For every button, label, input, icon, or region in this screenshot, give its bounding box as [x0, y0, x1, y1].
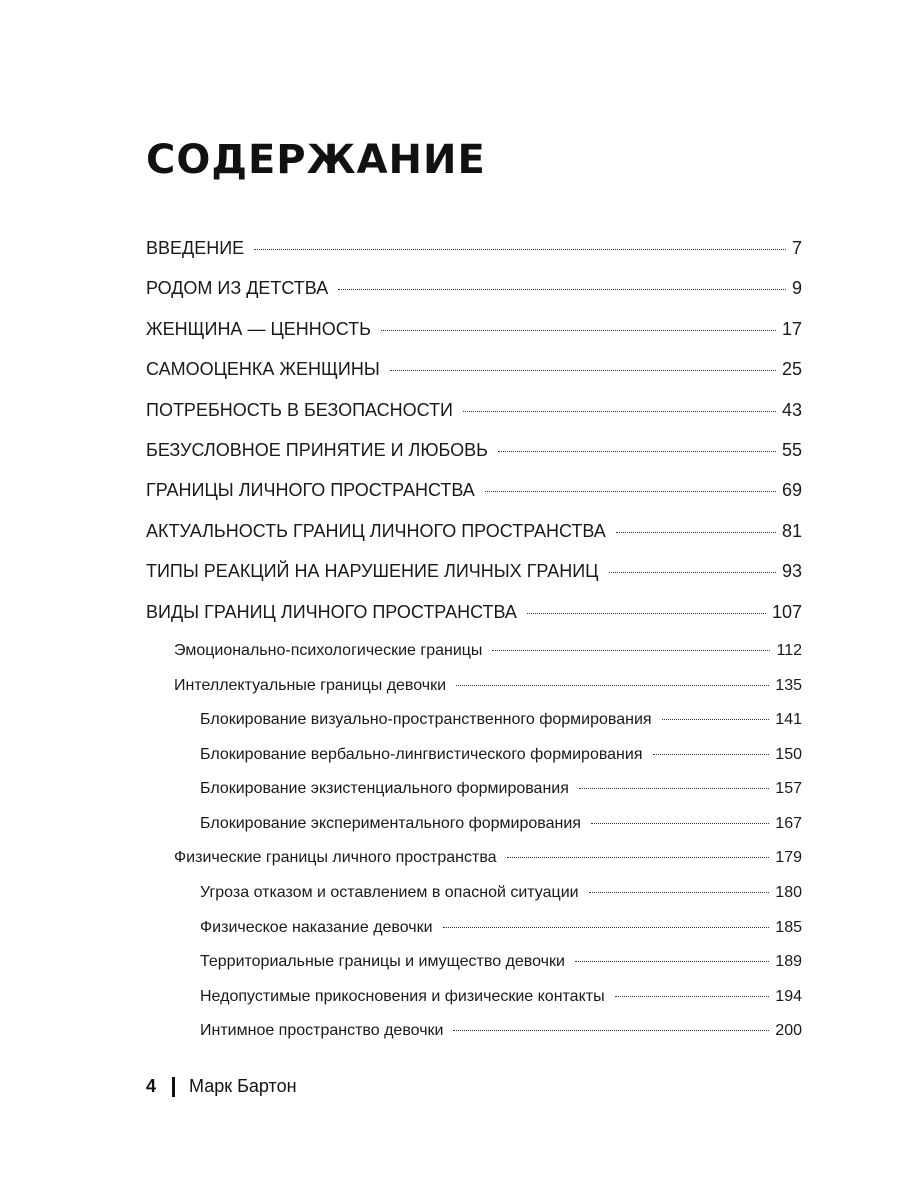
toc-dot-leader [575, 961, 769, 962]
toc-entry-title: Блокирование экспериментального формирования [200, 814, 581, 832]
toc-entry-title: Интимное пространство девочки [200, 1022, 444, 1040]
toc-entry [146, 919, 802, 954]
toc-dot-leader [609, 572, 776, 573]
toc-entry-page: 43 [781, 399, 802, 420]
toc-entry-title: Физическое наказание девочки [200, 918, 433, 936]
toc-dot-leader [616, 532, 776, 533]
toc-dot-leader [485, 491, 776, 492]
toc-entry-title: РОДОМ ИЗ ДЕТСТВА [146, 278, 329, 299]
toc-entry-title: ТИПЫ РЕАКЦИЙ НА НАРУШЕНИЕ ЛИЧНЫХ ГРАНИЦ [146, 561, 599, 582]
toc-entry-page: 180 [775, 884, 802, 902]
toc-entry-page: 25 [781, 359, 802, 380]
page-title: СОДЕРЖАНИЕ [146, 137, 486, 183]
toc-entry [146, 278, 802, 318]
toc-entry [146, 780, 802, 815]
toc-entry [146, 642, 802, 677]
toc-dot-leader [591, 823, 769, 824]
toc-entry-title: Эмоционально-психологические границы [174, 641, 483, 659]
toc-entry-page: 17 [781, 318, 802, 339]
toc-entry-page: 107 [771, 601, 802, 622]
toc-dot-leader [443, 927, 770, 928]
toc-entry-page: 69 [781, 480, 802, 501]
footer-separator [172, 1077, 175, 1097]
footer-page-number: 4 [146, 1076, 157, 1096]
toc-entry-title: Недопустимые прикосновения и физические контакты [200, 987, 605, 1005]
toc-dot-leader [492, 650, 770, 651]
toc-entry-page: 150 [775, 745, 802, 763]
toc-entry [146, 359, 802, 399]
toc-dot-leader [338, 289, 786, 290]
toc-dot-leader [381, 330, 776, 331]
toc-entry [146, 746, 802, 781]
toc-dot-leader [589, 892, 770, 893]
toc-entry [146, 440, 802, 480]
toc-entry-page: 81 [781, 520, 802, 541]
toc-entry-title: Блокирование экзистенциального формирования [200, 780, 569, 798]
toc-entry [146, 815, 802, 850]
toc-dot-leader [507, 857, 770, 858]
toc-entry [146, 561, 802, 601]
toc-entry-title: ГРАНИЦЫ ЛИЧНОГО ПРОСТРАНСТВА [146, 480, 475, 501]
toc-entry-page: 93 [781, 561, 802, 582]
toc-entry-title: Угроза отказом и оставлением в опасной ситуации [200, 884, 579, 902]
toc-entry [146, 602, 802, 642]
toc-entry [146, 400, 802, 440]
toc-dot-leader [254, 249, 786, 250]
toc-entry [146, 711, 802, 746]
footer-author: Марк Бартон [189, 1076, 297, 1096]
toc-entry [146, 884, 802, 919]
toc-entry-page: 141 [775, 711, 802, 729]
toc-entry [146, 238, 802, 278]
toc-dot-leader [390, 370, 776, 371]
toc-entry [146, 319, 802, 359]
toc-entry-page: 167 [775, 814, 802, 832]
toc-entry-title: ВВЕДЕНИЕ [146, 238, 245, 258]
toc-dot-leader [615, 996, 770, 997]
toc-dot-leader [527, 613, 766, 614]
toc-entry-title: Физические границы личного пространства [174, 849, 497, 867]
toc-entry [146, 849, 802, 884]
toc-entry-title: ВИДЫ ГРАНИЦ ЛИЧНОГО ПРОСТРАНСТВА [146, 601, 517, 622]
toc-entry [146, 953, 802, 988]
toc-entry-title: Блокирование вербально-лингвистического формирования [200, 745, 643, 763]
toc-entry-title: ПОТРЕБНОСТЬ В БЕЗОПАСНОСТИ [146, 399, 453, 420]
toc-entry-title: Территориальные границы и имущество девочки [200, 953, 565, 971]
toc-dot-leader [498, 451, 776, 452]
toc-entry [146, 1022, 802, 1057]
toc-entry [146, 521, 802, 561]
toc-entry-page: 55 [781, 439, 802, 460]
toc-entry-title: ЖЕНЩИНА — ЦЕННОСТЬ [146, 318, 371, 339]
toc-entry-page: 194 [775, 987, 802, 1005]
toc-entry [146, 988, 802, 1023]
toc-dot-leader [579, 788, 769, 789]
toc-entry-title: САМООЦЕНКА ЖЕНЩИНЫ [146, 359, 380, 380]
toc-entry-title: Блокирование визуально-пространственного формирования [200, 711, 652, 729]
toc-entry-page: 185 [775, 918, 802, 936]
toc-entry-title: БЕЗУСЛОВНОЕ ПРИНЯТИЕ И ЛЮБОВЬ [146, 439, 488, 460]
toc-entry-title: Интеллектуальные границы девочки [174, 676, 447, 694]
toc-entry-title: АКТУАЛЬНОСТЬ ГРАНИЦ ЛИЧНОГО ПРОСТРАНСТВА [146, 520, 606, 541]
toc-entry [146, 677, 802, 712]
toc-dot-leader [456, 685, 769, 686]
toc-dot-leader [653, 754, 770, 755]
toc-entry-page: 200 [775, 1022, 802, 1040]
toc-entry-page: 135 [775, 676, 802, 694]
toc-dot-leader [453, 1030, 769, 1031]
table-of-contents [146, 232, 802, 1057]
toc-entry-page: 9 [791, 278, 802, 299]
toc-entry-page: 112 [776, 641, 802, 659]
toc-entry [146, 480, 802, 520]
toc-entry-page: 157 [775, 780, 802, 798]
toc-dot-leader [662, 719, 770, 720]
toc-entry-page: 7 [791, 238, 802, 258]
page-footer [146, 1076, 297, 1097]
toc-entry-page: 189 [775, 953, 802, 971]
toc-dot-leader [463, 411, 776, 412]
toc-entry-page: 179 [775, 849, 802, 867]
